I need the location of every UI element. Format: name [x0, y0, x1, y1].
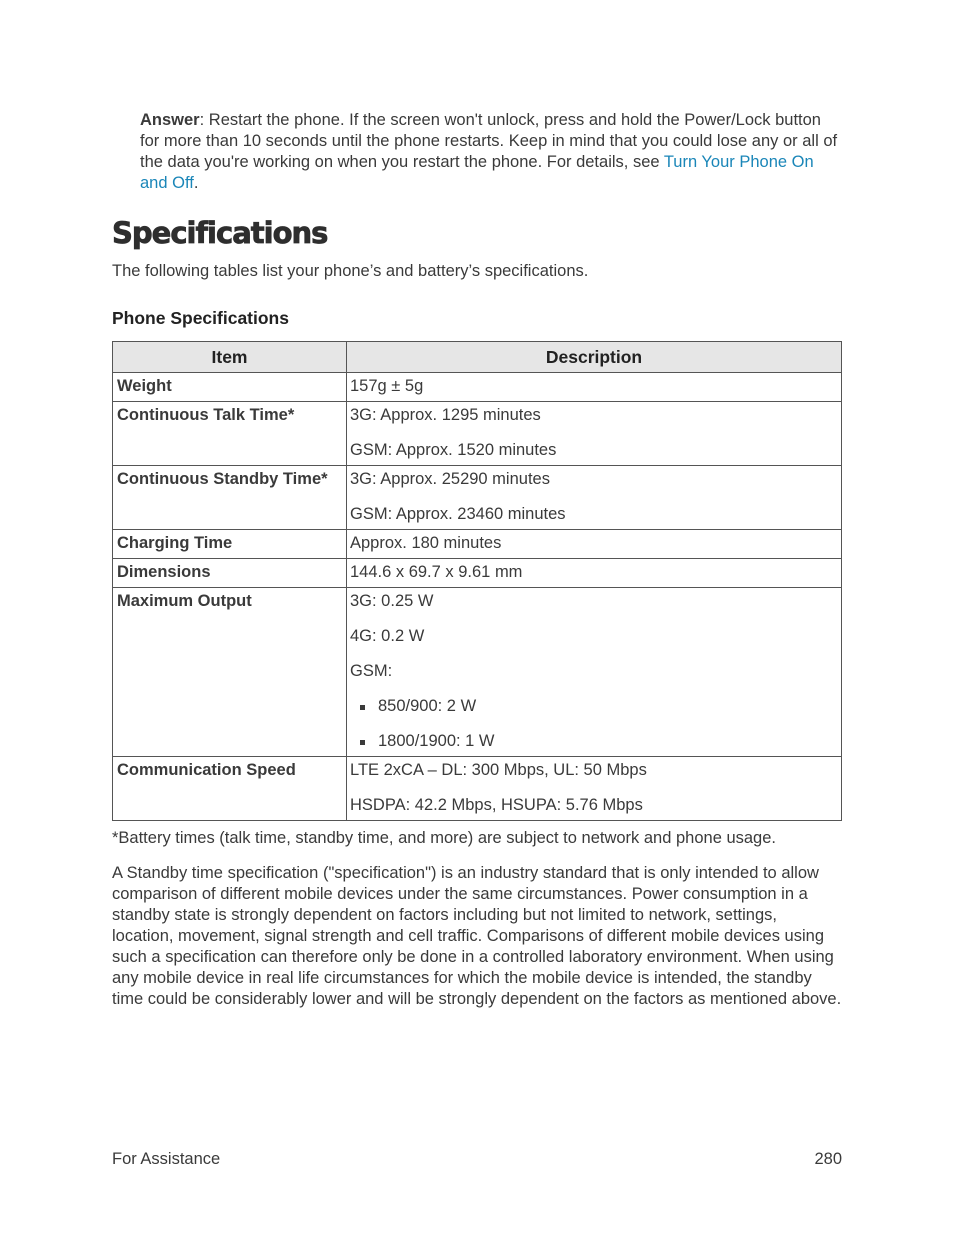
footnote: *Battery times (talk time, standby time, and more) are subject to network and phone usage.	[112, 829, 776, 847]
row-description	[347, 466, 842, 530]
answer-text: : Restart the phone. If the screen won't unlock, press and hold the Power/Lock button for more than 10 seconds until the phone restarts. Keep in mind that you could lose any or all of the data you're working on when you restart the phone. For details, see	[140, 111, 838, 171]
description-line: LTE 2xCA – DL: 300 Mbps, UL: 50 Mbps	[350, 761, 647, 779]
page-title: Specifications	[112, 216, 328, 250]
row-description	[347, 373, 842, 402]
description-line: 157g ± 5g	[350, 377, 424, 395]
page-number: 280	[814, 1150, 842, 1168]
description-line: GSM:	[350, 662, 393, 680]
row-description	[347, 559, 842, 588]
description-line: 3G: Approx. 1295 minutes	[350, 406, 541, 424]
description-line: 4G: 0.2 W	[350, 627, 425, 645]
table-row	[113, 373, 842, 402]
table-title: Phone Specifications	[112, 308, 289, 328]
standby-paragraph: A Standby time specification ("specification") is an industry standard that is only intended to allow comparison of different mobile devices under the same circumstances. Power consumption in a standby state is strongly dependent on factors including but not limited to network, settings, location, movement, signal strength and cell traffic. Comparisons of different mobile devices using such a specification can therefore only be done in a controlled laboratory environment. When using any mobile device in real life circumstances for which the mobile device is intended, the standby time could be considerably lower and will be strongly dependent on the factors as mentioned above.	[112, 864, 842, 1008]
description-line: GSM: Approx. 1520 minutes	[350, 441, 557, 459]
row-item: Charging Time	[113, 530, 347, 559]
row-description	[347, 530, 842, 559]
row-item: Dimensions	[113, 559, 347, 588]
description-line: 3G: 0.25 W	[350, 592, 434, 610]
bullet-icon	[360, 740, 365, 745]
description-line: 144.6 x 69.7 x 9.61 mm	[350, 563, 523, 581]
answer-paragraph	[140, 110, 840, 194]
row-description	[347, 757, 842, 821]
description-line: HSDPA: 42.2 Mbps, HSUPA: 5.76 Mbps	[350, 796, 643, 814]
bullet-text: 850/900: 2 W	[378, 697, 477, 715]
answer-end: .	[193, 174, 199, 192]
row-description	[347, 588, 842, 757]
column-header-description: Description	[347, 342, 842, 373]
table-row	[113, 530, 842, 559]
answer-label: Answer	[140, 111, 200, 129]
bullet-item	[350, 732, 838, 756]
table-row	[113, 588, 842, 757]
phone-specifications-table	[112, 341, 842, 821]
turn-phone-on-off-link[interactable]: Turn Your Phone On and Off	[140, 153, 814, 192]
row-item: Continuous Talk Time*	[113, 402, 347, 466]
footer-section: For Assistance	[112, 1150, 221, 1168]
table-row	[113, 466, 842, 530]
row-item: Weight	[113, 373, 347, 402]
bullet-item	[350, 697, 838, 732]
row-item: Communication Speed	[113, 757, 347, 821]
row-item: Continuous Standby Time*	[113, 466, 347, 530]
bullet-text: 1800/1900: 1 W	[378, 732, 495, 750]
row-item: Maximum Output	[113, 588, 347, 757]
intro-text: The following tables list your phone’s and battery’s specifications.	[112, 262, 589, 280]
description-line: GSM: Approx. 23460 minutes	[350, 505, 566, 523]
table-row	[113, 559, 842, 588]
column-header-item: Item	[113, 342, 347, 373]
description-line: 3G: Approx. 25290 minutes	[350, 470, 550, 488]
row-description	[347, 402, 842, 466]
bullet-icon	[360, 705, 365, 710]
description-line: Approx. 180 minutes	[350, 534, 502, 552]
table-row	[113, 402, 842, 466]
table-row	[113, 757, 842, 821]
